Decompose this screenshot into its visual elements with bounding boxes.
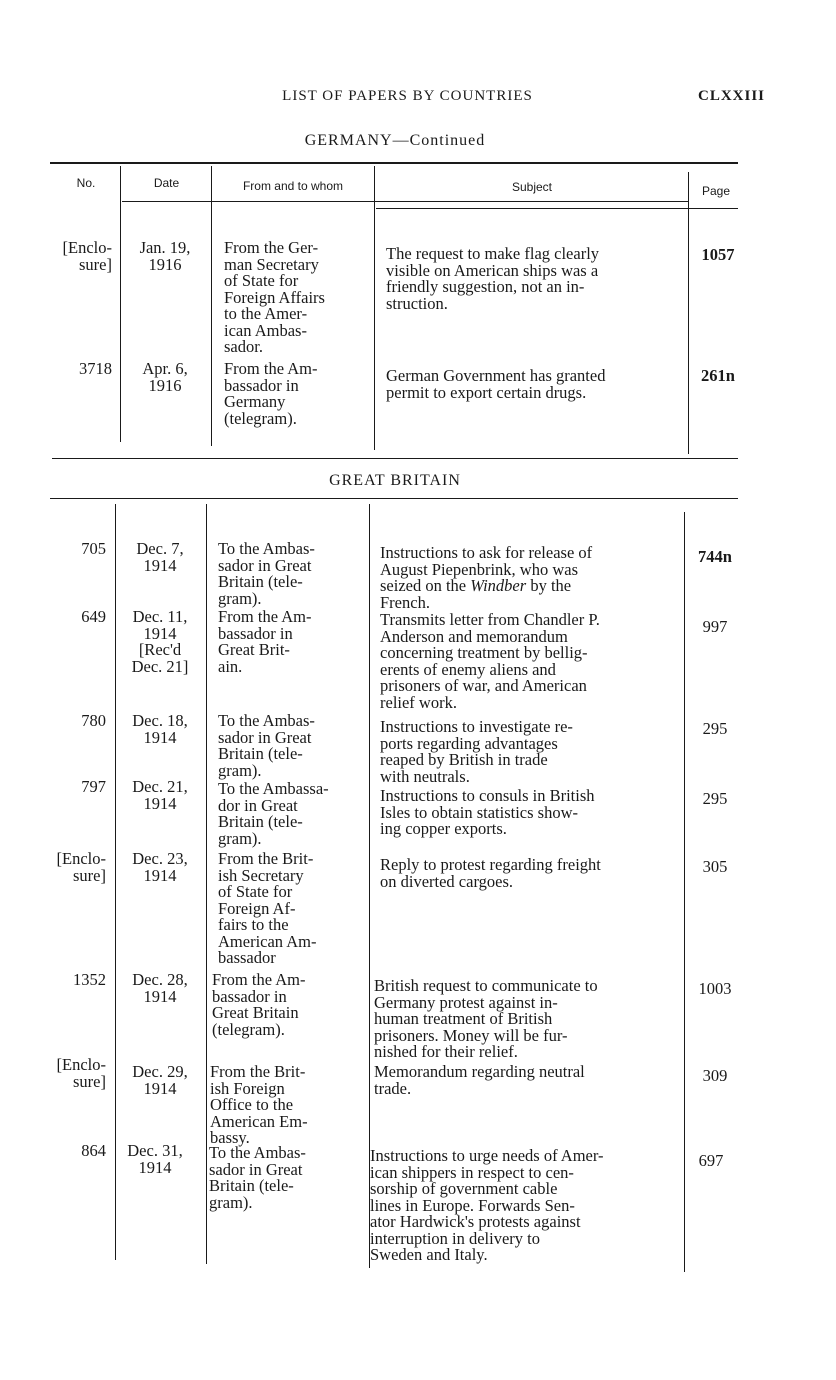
row-page: 295	[702, 789, 728, 808]
section-title-germany: GERMANY—Continued	[304, 132, 486, 149]
row-date: Dec. 7, 1914	[136, 539, 184, 575]
row-date: Dec. 18, 1914	[132, 711, 188, 747]
column-divider	[120, 166, 121, 442]
germany-bottom-rule	[52, 458, 738, 459]
column-header-from: From and to whom	[242, 179, 344, 193]
row-number: 1352	[73, 970, 106, 989]
row-date: Dec. 29, 1914	[132, 1062, 188, 1098]
row-subject: Instructions to consuls in British Isles to obtain statistics show- ing copper exports.	[380, 786, 595, 838]
row-from-to-whom: To the Ambas- sador in Great Britain (tele- gram).	[209, 1143, 306, 1212]
row-page: 309	[702, 1066, 728, 1085]
row-date: Dec. 11, 1914 [Rec'd Dec. 21]	[131, 607, 189, 676]
subject-header-rule	[376, 208, 738, 209]
column-divider	[374, 166, 375, 450]
column-header-page: Page	[701, 184, 731, 198]
row-subject: British request to communicate to Germany protest against in- human treatment of British prisoners. Money will be fur- nished for their relief.	[374, 976, 598, 1061]
row-from-to-whom: From the Brit- ish Secretary of State for Foreign Af- fairs to the American Am- bassador	[218, 849, 317, 967]
row-from-to-whom: From the Am- bassador in Germany (telegram).	[224, 359, 318, 428]
row-from-to-whom: From the Ger- man Secretary of State for Foreign Affairs to the Amer- ican Ambas- sador.	[224, 238, 325, 356]
row-number: 705	[81, 539, 106, 558]
row-page: 1003	[698, 979, 732, 998]
section-title-great-britain: GREAT BRITAIN	[329, 472, 461, 489]
column-header-date: Date	[153, 176, 180, 190]
row-subject: German Government has granted permit to export certain drugs.	[386, 366, 606, 402]
row-number: [Enclo- sure]	[62, 238, 112, 274]
row-from-to-whom: From the Am- bassador in Great Brit- ain.	[218, 607, 312, 676]
row-subject: Instructions to investigate re- ports regarding advantages reaped by British in trade with neutrals.	[380, 717, 573, 786]
row-number: 864	[81, 1141, 106, 1160]
row-page: 261n	[701, 366, 735, 385]
row-subject: Instructions to ask for release of August Piepenbrink, who was seized on the Windber by the French.	[380, 543, 593, 612]
great-britain-top-rule	[50, 498, 738, 499]
row-date: Dec. 31, 1914	[127, 1141, 183, 1177]
row-from-to-whom: To the Ambas- sador in Great Britain (tele- gram).	[218, 539, 315, 608]
row-page: 295	[702, 719, 728, 738]
row-number: [Enclo- sure]	[56, 1055, 106, 1091]
column-header-no: No.	[76, 176, 96, 190]
column-divider	[688, 172, 689, 454]
row-number: [Enclo- sure]	[56, 849, 106, 885]
column-divider	[211, 166, 212, 446]
row-page: 1057	[701, 245, 735, 264]
row-number: 797	[81, 777, 106, 796]
row-subject: Memorandum regarding neutral trade.	[374, 1062, 585, 1098]
row-subject: Instructions to urge needs of Amer- ican shippers in respect to cen- sorship of government cable lines in Europe. Forwards Sen- ator Hardwick's protests against interruption in delivery to Sweden and Italy.	[370, 1146, 604, 1264]
row-subject: Reply to protest regarding freight on diverted cargoes.	[380, 855, 601, 891]
row-from-to-whom: To the Ambas- sador in Great Britain (tele- gram).	[218, 711, 315, 780]
row-page: 305	[702, 857, 728, 876]
page-folio: CLXXIII	[697, 88, 765, 104]
row-date: Apr. 6, 1916	[142, 359, 188, 395]
row-subject: Transmits letter from Chandler P. Anderson and memorandum concerning treatment by bellig- erents of enemy aliens and prisoners of war, and American relief work.	[380, 610, 600, 712]
column-divider	[206, 504, 207, 1264]
table-top-rule	[50, 162, 738, 164]
row-from-to-whom: From the Am- bassador in Great Britain (telegram).	[212, 970, 306, 1039]
row-page: 997	[702, 617, 728, 636]
row-subject: The request to make flag clearly visible on American ships was a friendly suggestion, not an in- struction.	[386, 244, 600, 313]
row-number: 3718	[79, 359, 112, 378]
row-date: Dec. 23, 1914	[132, 849, 188, 885]
row-from-to-whom: From the Brit- ish Foreign Office to the American Em- bassy.	[210, 1062, 308, 1147]
running-title: LIST OF PAPERS BY COUNTRIES	[282, 88, 533, 104]
row-number: 649	[81, 607, 106, 626]
ship-name: Windber	[470, 576, 527, 595]
row-number: 780	[81, 711, 106, 730]
row-page: 697	[698, 1151, 724, 1170]
column-header-subject: Subject	[511, 180, 553, 194]
row-from-to-whom: To the Ambassa- dor in Great Britain (tele- gram).	[218, 779, 329, 848]
row-date: Jan. 19, 1916	[139, 238, 191, 274]
row-date: Dec. 28, 1914	[132, 970, 188, 1006]
row-date: Dec. 21, 1914	[132, 777, 188, 813]
header-bottom-rule	[122, 201, 688, 202]
running-head	[50, 88, 765, 112]
row-page: 744n	[698, 547, 732, 566]
